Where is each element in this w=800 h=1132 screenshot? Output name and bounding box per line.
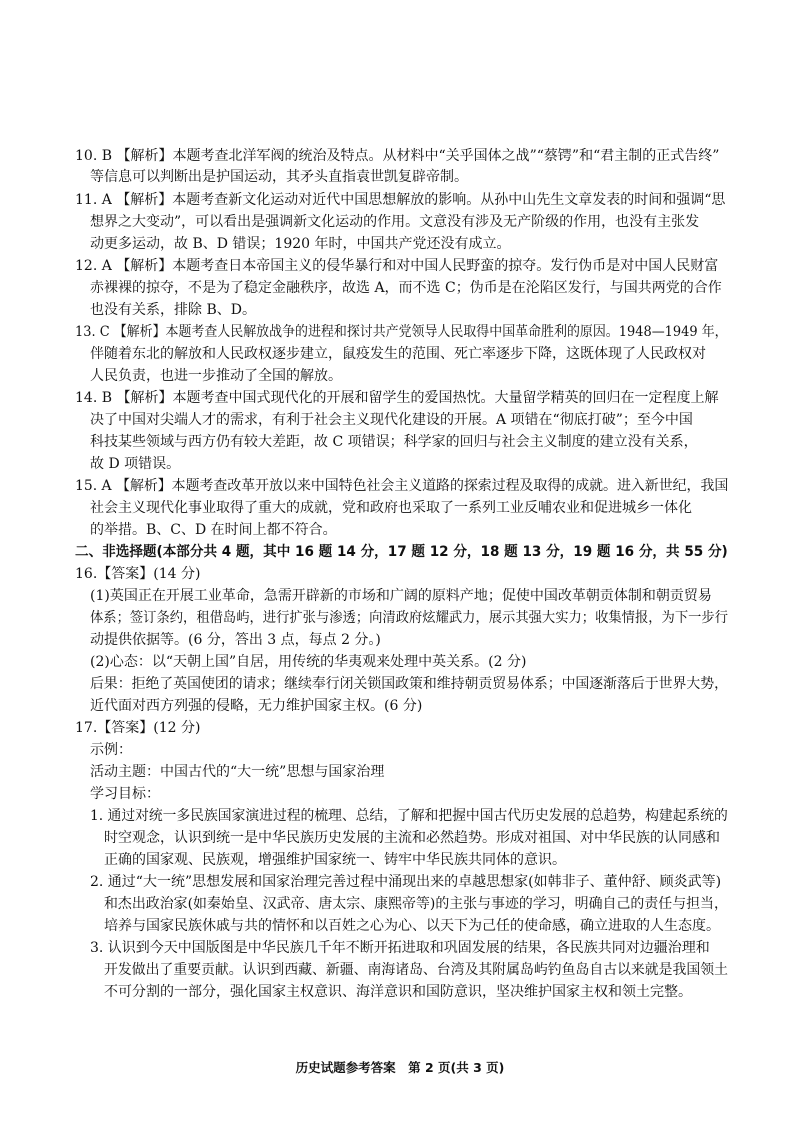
- answer-17-example-label: 示例：: [90, 742, 132, 758]
- goal-3-line-1: 3. 认识到今天中国版图是中华民族几千年不断开拓进取和巩固发展的结果，各民族共同对边疆治理和: [90, 940, 710, 956]
- answer-15-line-2: 社会主义现代化事业取得了重大的成就，党和政府也采取了一系列工业反哺农业和促进城乡一体化: [90, 500, 692, 516]
- answer-10-line-1: 10. B 【解析】本题考查北洋军阀的统治及特点。从材料中“关乎国体之战”“蔡锷”和“君主制的正式告终”: [75, 148, 720, 164]
- answer-15-line-1: 15. A 【解析】本题考查改革开放以来中国特色社会主义道路的探索过程及取得的成就。进入新世纪，我国: [75, 478, 729, 494]
- answer-15-line-3: 的举措。B、C、D 在时间上都不符合。: [90, 522, 337, 538]
- goal-1-line-1: 1. 通过对统一多民族国家演进过程的梳理、总结，了解和把握中国古代历史发展的总趋势，构建起系统的: [90, 808, 728, 824]
- answer-17-activity-theme: 活动主题：中国古代的“大一统”思想与国家治理: [90, 764, 385, 780]
- answer-16-part1-line-2: 体系；签订条约，租借岛屿，进行扩张与渗透；向清政府炫耀武力，展示其强大实力；收集情报，为下一步行: [90, 610, 728, 626]
- answer-13-line-1: 13. C 【解析】本题考查人民解放战争的进程和探讨共产党领导人民取得中国革命胜利的原因。1948—1949 年，: [75, 324, 728, 340]
- answer-14-line-1: 14. B 【解析】本题考查中国式现代化的开展和留学生的爱国热忱。大量留学精英的回归在一定程度上解: [75, 390, 719, 406]
- goal-3-line-3: 不可分割的一部分，强化国家主权意识、海洋意识和国防意识，坚决维护国家主权和领土完整。: [104, 984, 692, 1000]
- goal-3-line-2: 开发做出了重要贡献。认识到西藏、新疆、南海诸岛、台湾及其附属岛屿钓鱼岛自古以来就是我国领土: [104, 962, 728, 978]
- goal-1-line-3: 正确的国家观、民族观，增强维护国家统一、铸牢中华民族共同体的意识。: [104, 852, 566, 868]
- answer-14-line-2: 决了中国对尖端人才的需求，有利于社会主义现代化建设的开展。A 项错在“彻底打破”；至今中国: [90, 412, 693, 428]
- page-footer: 历史试题参考答案 第 2 页(共 3 页): [295, 1060, 505, 1075]
- answer-16-heading: 16.【答案】(14 分): [75, 566, 201, 582]
- section-two-heading: 二、非选择题(本部分共 4 题，其中 16 题 14 分，17 题 12 分，18 题 13 分，19 题 16 分，共 55 分): [75, 544, 728, 560]
- answer-11-line-2: 想界之大变动”，可以看出是强调新文化运动的作用。文意没有涉及无产阶级的作用，也没有主张发: [90, 214, 700, 230]
- answer-13-line-3: 人民负责，也进一步推动了全国的解放。: [90, 368, 342, 384]
- answer-16-part1-line-1: (1)英国正在开展工业革命，急需开辟新的市场和广阔的原料产地；促使中国改革朝贡体制和朝贡贸易: [90, 588, 712, 604]
- answer-12-line-1: 12. A 【解析】本题考查日本帝国主义的侵华暴行和对中国人民野蛮的掠夺。发行伪币是对中国人民财富: [75, 258, 719, 274]
- goal-2-line-1: 2. 通过“大一统”思想发展和国家治理完善过程中涌现出来的卓越思想家(如韩非子、董仲舒、顾炎武等): [90, 874, 722, 890]
- answer-10-line-2: 等信息可以判断出是护国运动，其矛头直指袁世凯复辟帝制。: [90, 169, 468, 185]
- goal-1-line-2: 时空观念，认识到统一是中华民族历史发展的主流和必然趋势。形成对祖国、对中华民族的认同感和: [104, 830, 720, 846]
- goal-2-line-2: 和杰出政治家(如秦始皇、汉武帝、唐太宗、康熙帝等)的主张与事迹的学习，明确自己的责任与担当，: [104, 896, 728, 912]
- answer-14-line-3: 科技某些领域与西方仍有较大差距，故 C 项错误；科学家的回归与社会主义制度的建立没有关系，: [90, 434, 698, 450]
- answer-13-line-2: 伴随着东北的解放和人民政权逐步建立，鼠疫发生的范围、死亡率逐步下降，这既体现了人民政权对: [90, 346, 706, 362]
- answer-14-line-4: 故 D 项错误。: [90, 456, 181, 472]
- answer-16-part1-line-3: 动提供依据等。(6 分，答出 3 点，每点 2 分。): [90, 632, 381, 648]
- answer-12-line-3: 也没有关系，排除 B、D。: [90, 302, 256, 318]
- answer-16-part2-line-3: 近代面对西方列强的侵略，无力维护国家主权。(6 分): [90, 698, 423, 714]
- answer-11-line-3: 动更多运动，故 B、D 错误；1920 年时，中国共产党还没有成立。: [90, 236, 511, 252]
- answer-16-part2-line-2: 后果：拒绝了英国使团的请求；继续奉行闭关锁国政策和维持朝贡贸易体系；中国逐渐落后于世界大势，: [90, 676, 728, 692]
- answer-12-line-2: 赤裸裸的掠夺，不是为了稳定金融秩序，故选 A，而不选 C；伪币是在沦陷区发行，与国共两党的合作: [90, 280, 722, 296]
- goal-2-line-3: 培养与国家民族休戚与共的情怀和以百姓之心为心、以天下为己任的使命感，确立进取的人生态度。: [104, 918, 720, 934]
- answer-16-part2-line-1: (2)心态：以“天朝上国”自居，用传统的华夷观来处理中英关系。(2 分): [90, 654, 527, 670]
- answer-11-line-1: 11. A 【解析】本题考查新文化运动对近代中国思想解放的影响。从孙中山先生文章发表的时间和强调“思: [75, 192, 726, 208]
- answer-17-heading: 17.【答案】(12 分): [75, 720, 201, 736]
- answer-17-goals-label: 学习目标：: [90, 786, 160, 802]
